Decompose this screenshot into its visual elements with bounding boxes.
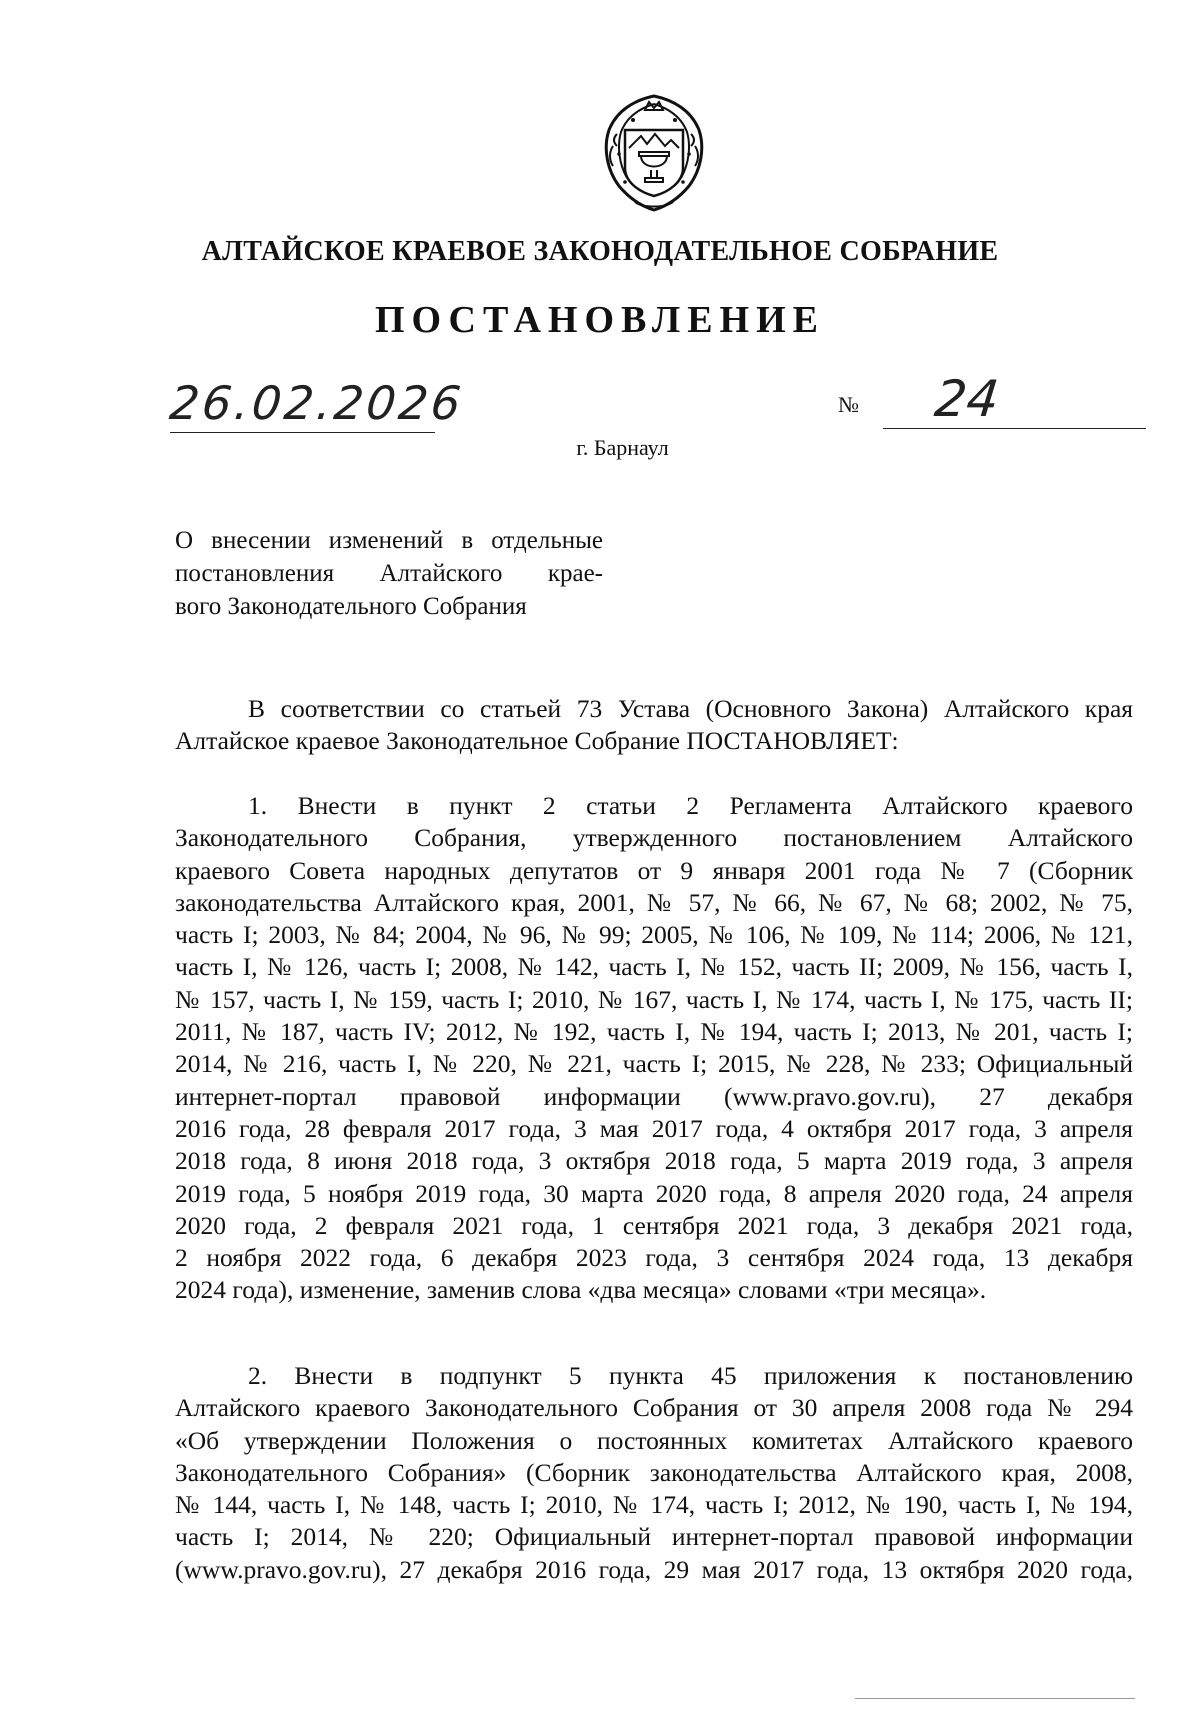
coat-of-arms-icon — [595, 90, 713, 214]
subject-line: вого Законодательного Собрания — [175, 593, 527, 620]
paragraph-line: часть I; 2003, № 84; 2004, № 96, № 99; 2005, № 106, № 109, № 114; 2006, № 121, — [175, 920, 1133, 950]
paragraph-line: интернет-портал правовой информации (www.pravo.gov.ru), 27 декабря — [175, 1081, 1133, 1111]
number-label: № — [838, 392, 859, 417]
paragraph-line: Алтайское краевое Законодательное Собрание ПОСТАНОВЛЯЕТ: — [175, 726, 899, 756]
paragraph-line: 2014, № 216, часть I, № 220, № 221, часть I; 2015, № 228, № 233; Официальный — [175, 1049, 1133, 1079]
handwritten-date: 26.02.2026 — [167, 376, 467, 430]
paragraph-line: 2020 года, 2 февраля 2021 года, 1 сентября 2021 года, 3 декабря 2021 года, — [175, 1210, 1133, 1240]
paragraph-line: «Об утверждении Положения о постоянных комитетах Алтайского краевого — [175, 1425, 1133, 1455]
preamble-paragraph — [175, 693, 1133, 758]
paragraph-line: 2011, № 187, часть IV; 2012, № 192, часть I, № 194, часть I; 2013, № 201, часть I; — [175, 1017, 1133, 1047]
paragraph-line: законодательства Алтайского края, 2001, № 57, № 66, № 67, № 68; 2002, № 75, — [175, 887, 1133, 917]
paragraph-line: 2019 года, 5 ноября 2019 года, 30 марта 2020 года, 8 апреля 2020 года, 24 апреля — [175, 1178, 1133, 1208]
city-line: г. Барнаул — [576, 435, 669, 460]
paragraph-line: часть I; 2014, № 220; Официальный интернет-портал правовой информации — [175, 1522, 1133, 1552]
paragraph-line: 1. Внести в пункт 2 статьи 2 Регламента Алтайского краевого — [248, 791, 1133, 820]
handwritten-number: 24 — [931, 370, 1002, 428]
subject-line: постановления Алтайского крае- — [175, 560, 603, 587]
paragraph-line: Законодательного Собрания» (Сборник законодательства Алтайского края, 2008, — [175, 1457, 1133, 1487]
paragraph-line: Законодательного Собрания, утвержденного постановлением Алтайского — [175, 823, 1133, 853]
paragraph-line: 2024 года), изменение, заменив слова «два месяца» словами «три месяца». — [175, 1275, 987, 1305]
paragraph-line: № 144, часть I, № 148, часть I; 2010, № 174, часть I; 2012, № 190, часть I, № 194, — [175, 1490, 1133, 1520]
document-subject — [175, 524, 603, 623]
subject-line: О внесении изменений в отдельные — [175, 527, 603, 554]
paragraph-line: 2016 года, 28 февраля 2017 года, 3 мая 2017 года, 4 октября 2017 года, 3 апреля — [175, 1113, 1133, 1143]
organization-title: АЛТАЙСКОЕ КРАЕВОЕ ЗАКОНОДАТЕЛЬНОЕ СОБРАНИЕ — [201, 236, 999, 267]
paragraph-line: Алтайского краевого Законодательного Собрания от 30 апреля 2008 года № 294 — [175, 1393, 1133, 1423]
paragraph-line: 2 ноября 2022 года, 6 декабря 2023 года, 3 сентября 2024 года, 13 декабря — [175, 1243, 1133, 1273]
document-type-title: ПОСТАНОВЛЕНИЕ — [374, 299, 826, 341]
paragraph-line: В соответствии со статьей 73 Устава (Основного Закона) Алтайского края — [248, 694, 1133, 723]
paragraph-line: № 157, часть I, № 159, часть I; 2010, № 167, часть I, № 174, часть I, № 175, часть II; — [175, 984, 1133, 1014]
paragraph-line: краевого Совета народных депутатов от 9 января 2001 года № 7 (Сборник — [175, 855, 1133, 885]
paragraph-item-1 — [175, 790, 1133, 1307]
paragraph-line: (www.pravo.gov.ru), 27 декабря 2016 года, 29 мая 2017 года, 13 октября 2020 года, — [175, 1554, 1133, 1584]
paragraph-line: 2. Внести в подпункт 5 пункта 45 приложения к постановлению — [248, 1361, 1133, 1390]
paragraph-item-2 — [175, 1360, 1133, 1586]
date-underline — [170, 432, 435, 433]
number-underline — [883, 428, 1146, 429]
footer-rule — [855, 1698, 1135, 1699]
paragraph-line: часть I, № 126, часть I; 2008, № 142, часть I, № 152, часть II; 2009, № 156, часть I, — [175, 952, 1133, 982]
paragraph-line: 2018 года, 8 июня 2018 года, 3 октября 2018 года, 5 марта 2019 года, 3 апреля — [175, 1146, 1133, 1176]
